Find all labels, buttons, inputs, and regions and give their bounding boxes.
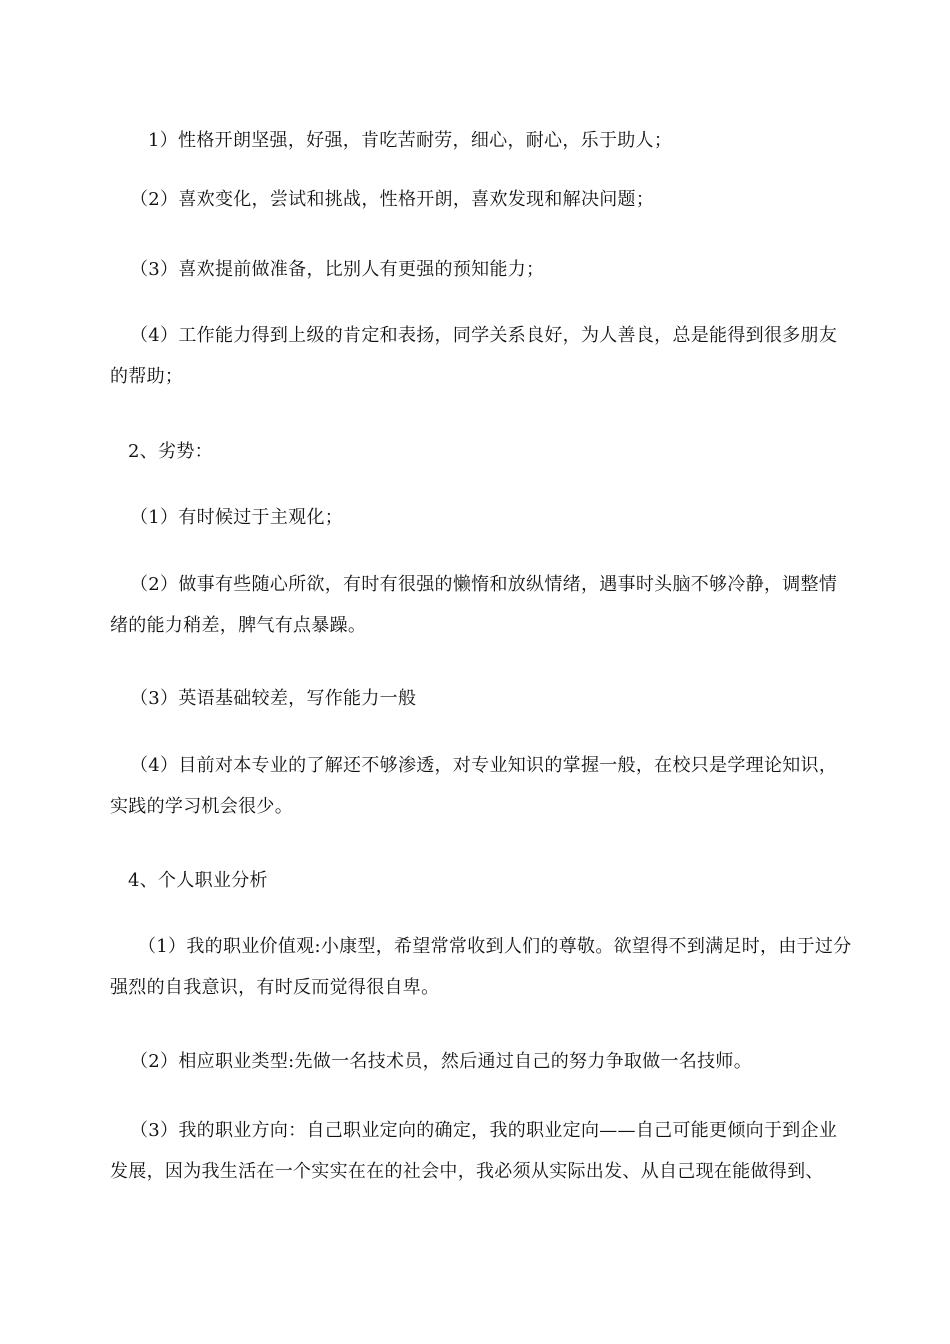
paragraph-weakness-4: （4）目前对本专业的了解还不够渗透，对专业知识的掌握一般，在校只是学理论知识，实践的学习机会很少。 — [110, 755, 838, 817]
paragraph-career-3: （3）我的职业方向：自己职业定向的确定，我的职业定向——自己可能更倾向于到企业发展，因为我生活在一个实实在在的社会中，我必须从实际出发、从自己现在能做得到、 — [110, 1120, 838, 1182]
paragraph-career-2: （2）相应职业类型:先做一名技术员，然后通过自己的努力争取做一名技师。 — [130, 1051, 753, 1072]
heading-career-analysis: 4、个人职业分析 — [128, 870, 268, 891]
paragraph-weakness-2: （2）做事有些随心所欲，有时有很强的懒惰和放纵情绪，遇事时头脑不够冷静，调整情绪的能力稍差，脾气有点暴躁。 — [110, 574, 838, 636]
heading-weaknesses: 2、劣势： — [128, 441, 213, 462]
paragraph-strength-2: （2）喜欢变化，尝试和挑战，性格开朗，喜欢发现和解决问题； — [130, 189, 655, 210]
paragraph-weakness-1: （1）有时候过于主观化； — [130, 507, 344, 528]
paragraph-strength-4: （4）工作能力得到上级的肯定和表扬，同学关系良好，为人善良，总是能得到很多朋友的帮助； — [110, 325, 838, 387]
paragraph-weakness-3: （3）英语基础较差，写作能力一般 — [130, 688, 417, 709]
paragraph-career-1: （1）我的职业价值观:小康型，希望常常收到人们的尊敬。欲望得不到满足时，由于过分强烈的自我意识，有时反而觉得很自卑。 — [110, 936, 852, 998]
paragraph-strength-1: 1）性格开朗坚强，好强，肯吃苦耐劳，细心，耐心，乐于助人； — [148, 130, 673, 151]
paragraph-strength-3: （3）喜欢提前做准备，比别人有更强的预知能力； — [130, 259, 545, 280]
